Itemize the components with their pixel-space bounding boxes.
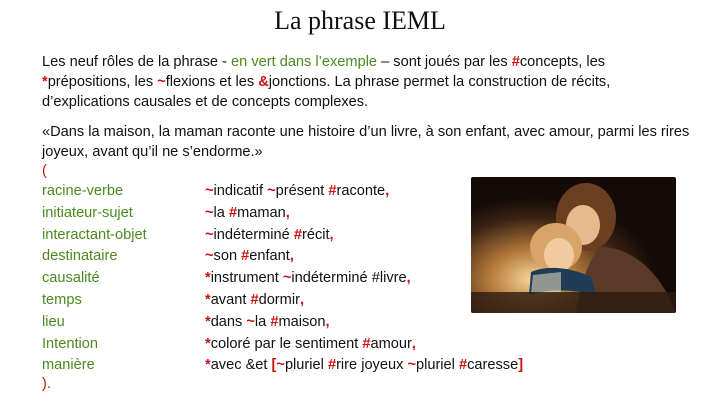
role-label: manière [42,357,95,374]
text-run: # [327,357,337,374]
text-run: , [385,183,390,199]
text-run: * [205,270,211,287]
mother-reading-to-child-photo-icon [471,177,676,313]
mother-reading-photo [471,177,676,313]
page-title: La phrase IEML [274,6,446,35]
text-run: ~ [407,357,416,374]
text-run: , [299,291,304,308]
text-run: ~ [205,204,214,221]
text-run: ~ [282,270,292,287]
text-run: & [258,74,269,90]
text-run: prépositions, les [47,74,158,90]
text-run: Les neuf rôles de la phrase - [42,54,232,70]
text-run: son [213,248,242,265]
text-run: , [285,204,290,221]
text-run: ~ [157,74,166,90]
role-content [205,270,411,286]
role-content [205,183,389,199]
text-run: indicatif [213,183,268,199]
text-run: enfant [249,248,290,265]
role-content [205,357,523,373]
role-content [205,336,416,352]
text-run: caresse [467,357,519,374]
text-run: jonctions. La phrase permet la construction de récits, d’explications causales et de concepts complexes. [42,74,611,110]
text-run: * [42,74,48,90]
role-row [42,314,602,336]
role-label: interactant-objet [42,226,147,243]
text-run: [ [271,357,277,374]
text-run: # [270,313,279,330]
text-run: * [205,357,211,374]
example-quote: «Dans la maison, la maman raconte une histoire d’un livre, à son enfant, avec amour, parmi les rires joyeux, avant qu’il ne s’endorme.» [42,124,690,160]
role-label: initiateur-sujet [42,204,133,221]
text-run: présent [275,183,329,199]
text-run: en vert dans l’exemple [231,54,378,70]
text-run: # [458,357,468,374]
text-run: – sont joués par les [377,54,512,70]
text-run: ~ [205,183,214,199]
role-content [205,205,290,221]
text-run: # [328,183,337,199]
text-run: # [362,335,371,352]
text-run: récit [301,226,330,243]
text-run: raconte [336,183,386,199]
text-run: ~ [205,248,214,265]
text-run: instrument [210,270,283,287]
role-content [205,314,330,330]
text-run: la [254,313,271,330]
role-content [205,227,334,243]
text-run: # [511,54,520,70]
text-run: amour [370,335,412,352]
role-label: destinataire [42,248,118,265]
text-run: # [241,248,250,265]
open-parenthesis: ( [42,163,47,179]
role-row [42,357,602,379]
role-label: racine-verbe [42,183,124,199]
text-run: ~ [267,183,276,199]
close-parenthesis: ). [42,376,51,392]
text-run: , [411,335,416,352]
text-run: , [289,248,294,265]
text-run: pluriel [284,357,328,374]
role-content [205,292,304,308]
text-run: dormir [258,291,300,308]
text-run: rire joyeux [336,357,408,374]
role-label: lieu [42,313,65,330]
text-run: # [228,204,238,221]
text-run: flexions et les [165,74,259,90]
text-run: ~ [276,357,285,374]
text-run: pluriel [415,357,459,374]
text-run: , [329,226,334,243]
text-run: la [213,204,229,221]
text-run: avec &et [210,357,272,374]
text-run: indéterminé [213,226,294,243]
text-run: coloré par le sentiment [210,335,363,352]
text-run: , [325,313,330,330]
role-content [205,248,294,264]
text-run: avant [210,291,251,308]
text-run: maison [278,313,326,330]
text-run: ~ [205,226,214,243]
text-run: # [250,291,259,308]
text-run: indéterminé #livre [291,270,407,287]
text-run: * [205,335,211,352]
role-label: temps [42,291,82,308]
text-run: * [205,291,211,308]
text-run: , [406,270,411,287]
intro-paragraph [42,52,692,112]
text-run: ] [518,357,524,374]
role-label: Intention [42,335,98,352]
text-run: ~ [246,313,255,330]
role-row [42,336,602,358]
text-run: maman [237,204,286,221]
role-label: causalité [42,270,100,287]
text-run: concepts, les [519,54,606,70]
text-run: # [293,226,302,243]
text-run: dans [210,313,247,330]
text-run: * [205,313,211,330]
